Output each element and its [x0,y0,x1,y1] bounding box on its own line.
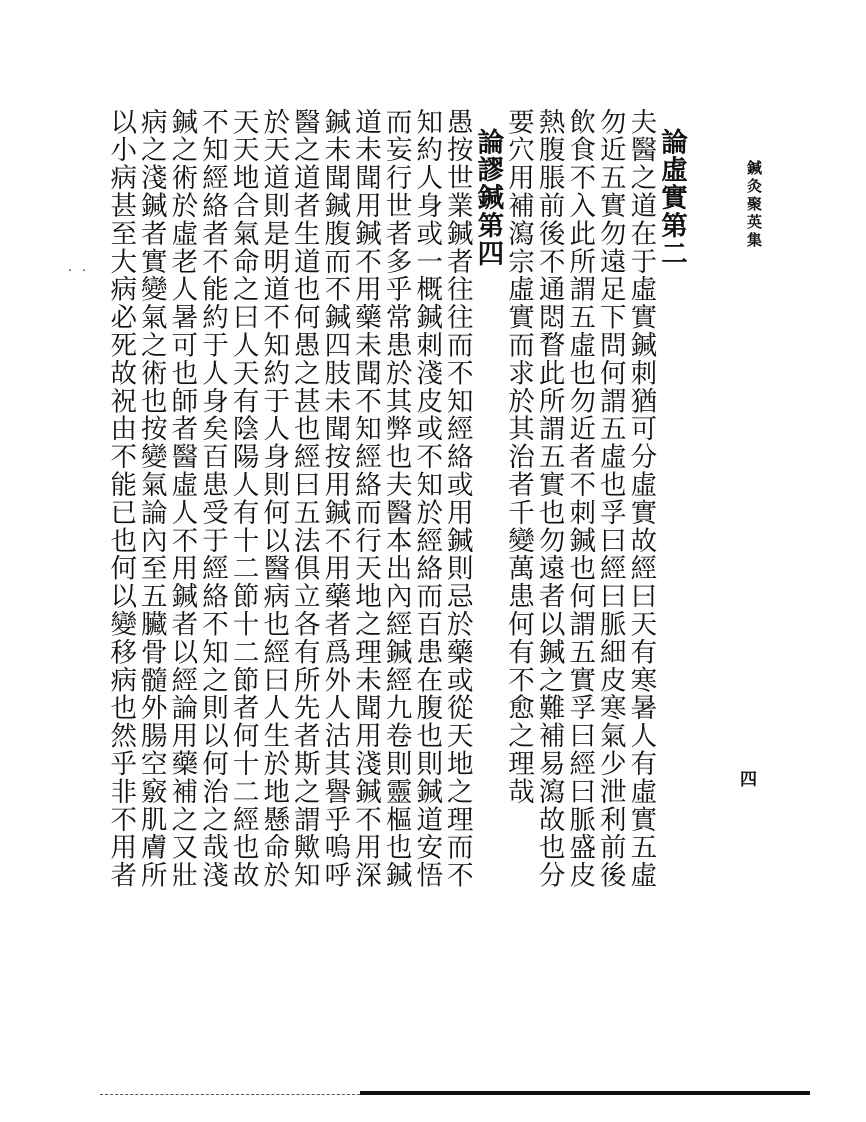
text-column: 病之淺鍼者實變氣之術也按變氣論內至五臟骨髓外腸空竅肌膚所 [135,108,167,890]
text-column: 而妄行世者多乎常患於其弊也夫醫本出內經鍼經九卷則靈樞也鍼 [380,108,412,890]
text-column: 以小病甚至大病必死故祝由不能已也何以變移病也然乎非不用者 [105,108,137,890]
text-column: 道未聞用鍼不用藥未聞不知經絡而行天地之理未聞用淺鍼不用深 [350,108,381,890]
text-column: 天天地合氣命之曰人天有陰陽人有十二節十二節者何十二經也故 [227,108,259,890]
text-column: 鍼之術於虛老人暑可也師者醫虛人不用鍼者以經論用藥補之又壯 [166,108,198,890]
text-column: 飲食不入此所謂五虛也勿近者不刺鍼也何謂五實孚曰經曰脈盛皮 [564,108,596,890]
text-column: 鍼未聞鍼腹而不鍼四肢未聞按用鍼不用藥者爲外人沽其譽乎嗚呼 [319,108,351,890]
text-column: 要穴用補瀉宗虛實而求於其治者千變萬患何有不愈之理哉 [503,108,534,806]
text-column: 醫之道者生道也何愚之甚也經曰五法俱立各有所先者斯之謂歟知 [288,108,320,890]
text-column: 熱腹脹前後不通悶瞀此所謂五實也勿遠者以鍼之難補易瀉故也分 [533,108,565,890]
section-heading: 論虛實第二 [656,128,687,268]
text-column: 知約人身或一概鍼刺淺皮或不知於經絡而百患在腹也則鍼道安悟 [411,108,443,890]
section-heading: 論謬鍼第四 [472,128,504,268]
text-column: 不知經絡者不能約于人身矣百患受于經絡不知之則以何治之哉淺 [197,108,228,890]
page-number: 四 [736,770,756,787]
bottom-rule-solid [360,1091,810,1095]
text-column: 於天道則是明道不知約于人身則何以醫病也經曰人生於地懸命於 [258,108,290,890]
margin-speckle: · · [61,268,91,273]
text-column: 夫醫之道在于虛實鍼刺猶可分虛實故經曰天有寒暑人有虛實五虛 [625,108,657,890]
text-column: 愚按世業鍼者往往而不知經絡或用鍼則忌於藥或從天地之理而不 [441,108,473,890]
running-head: 鍼灸聚英集 [745,160,763,250]
bottom-rule-dashed [100,1094,370,1095]
text-column: 勿近五實勿遠足下問何謂五虛也孚曰經曰脈細皮寒氣少泄利前後 [594,108,626,890]
